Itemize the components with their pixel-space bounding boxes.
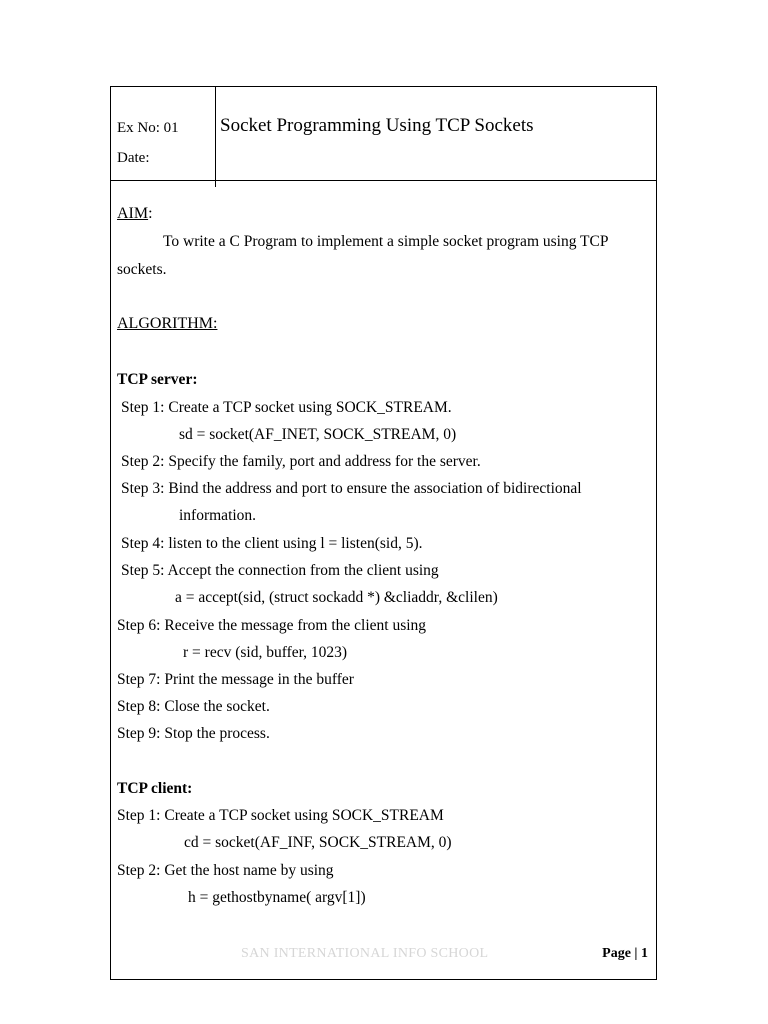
server-step-line: Step 7: Print the message in the buffer	[117, 671, 354, 688]
server-step-line: information.	[179, 507, 257, 524]
footer-school-name: SAN INTERNATIONAL INFO SCHOOL	[241, 946, 489, 961]
server-step-line: Step 2: Specify the family, port and address for the server.	[121, 453, 481, 470]
client-step-line: h = gethostbyname( argv[1])	[188, 889, 366, 906]
footer-page-number: Page | 1	[602, 946, 648, 961]
header-row	[111, 87, 656, 181]
aim-text-line1: To write a C Program to implement a simple socket program using TCP	[163, 233, 609, 250]
server-step-line: Step 9: Stop the process.	[117, 725, 270, 742]
tcp-server-heading: TCP server:	[117, 371, 198, 388]
aim-heading	[117, 205, 153, 223]
server-step-line: Step 6: Receive the message from the client using	[117, 617, 427, 634]
document-title: Socket Programming Using TCP Sockets	[220, 115, 534, 136]
server-step-line: Step 1: Create a TCP socket using SOCK_STREAM.	[121, 399, 452, 416]
server-step-line: a = accept(sid, (struct sockadd *) &cliaddr, &clilen)	[175, 589, 498, 606]
document-frame	[110, 86, 657, 980]
date-label: Date:	[117, 150, 150, 166]
client-step-line: cd = socket(AF_INF, SOCK_STREAM, 0)	[184, 834, 452, 851]
algorithm-heading: ALGORITHM:	[117, 315, 218, 332]
server-step-line: Step 8: Close the socket.	[117, 698, 270, 715]
server-step-line: r = recv (sid, buffer, 1023)	[183, 644, 348, 661]
exercise-number: Ex No: 01	[117, 120, 179, 136]
aim-heading-text: AIM	[117, 205, 149, 222]
aim-text-line2: sockets.	[117, 261, 167, 278]
header-divider	[215, 87, 216, 187]
server-step-line: Step 3: Bind the address and port to ensure the association of bidirectional	[121, 480, 582, 497]
aim-heading-colon: :	[148, 205, 153, 222]
server-step-line: Step 5: Accept the connection from the client using	[121, 562, 439, 579]
client-step-line: Step 1: Create a TCP socket using SOCK_STREAM	[117, 807, 444, 824]
tcp-client-heading: TCP client:	[117, 780, 193, 797]
client-step-line: Step 2: Get the host name by using	[117, 862, 334, 879]
server-step-line: Step 4: listen to the client using l = listen(sid, 5).	[121, 535, 423, 552]
server-step-line: sd = socket(AF_INET, SOCK_STREAM, 0)	[179, 426, 457, 443]
